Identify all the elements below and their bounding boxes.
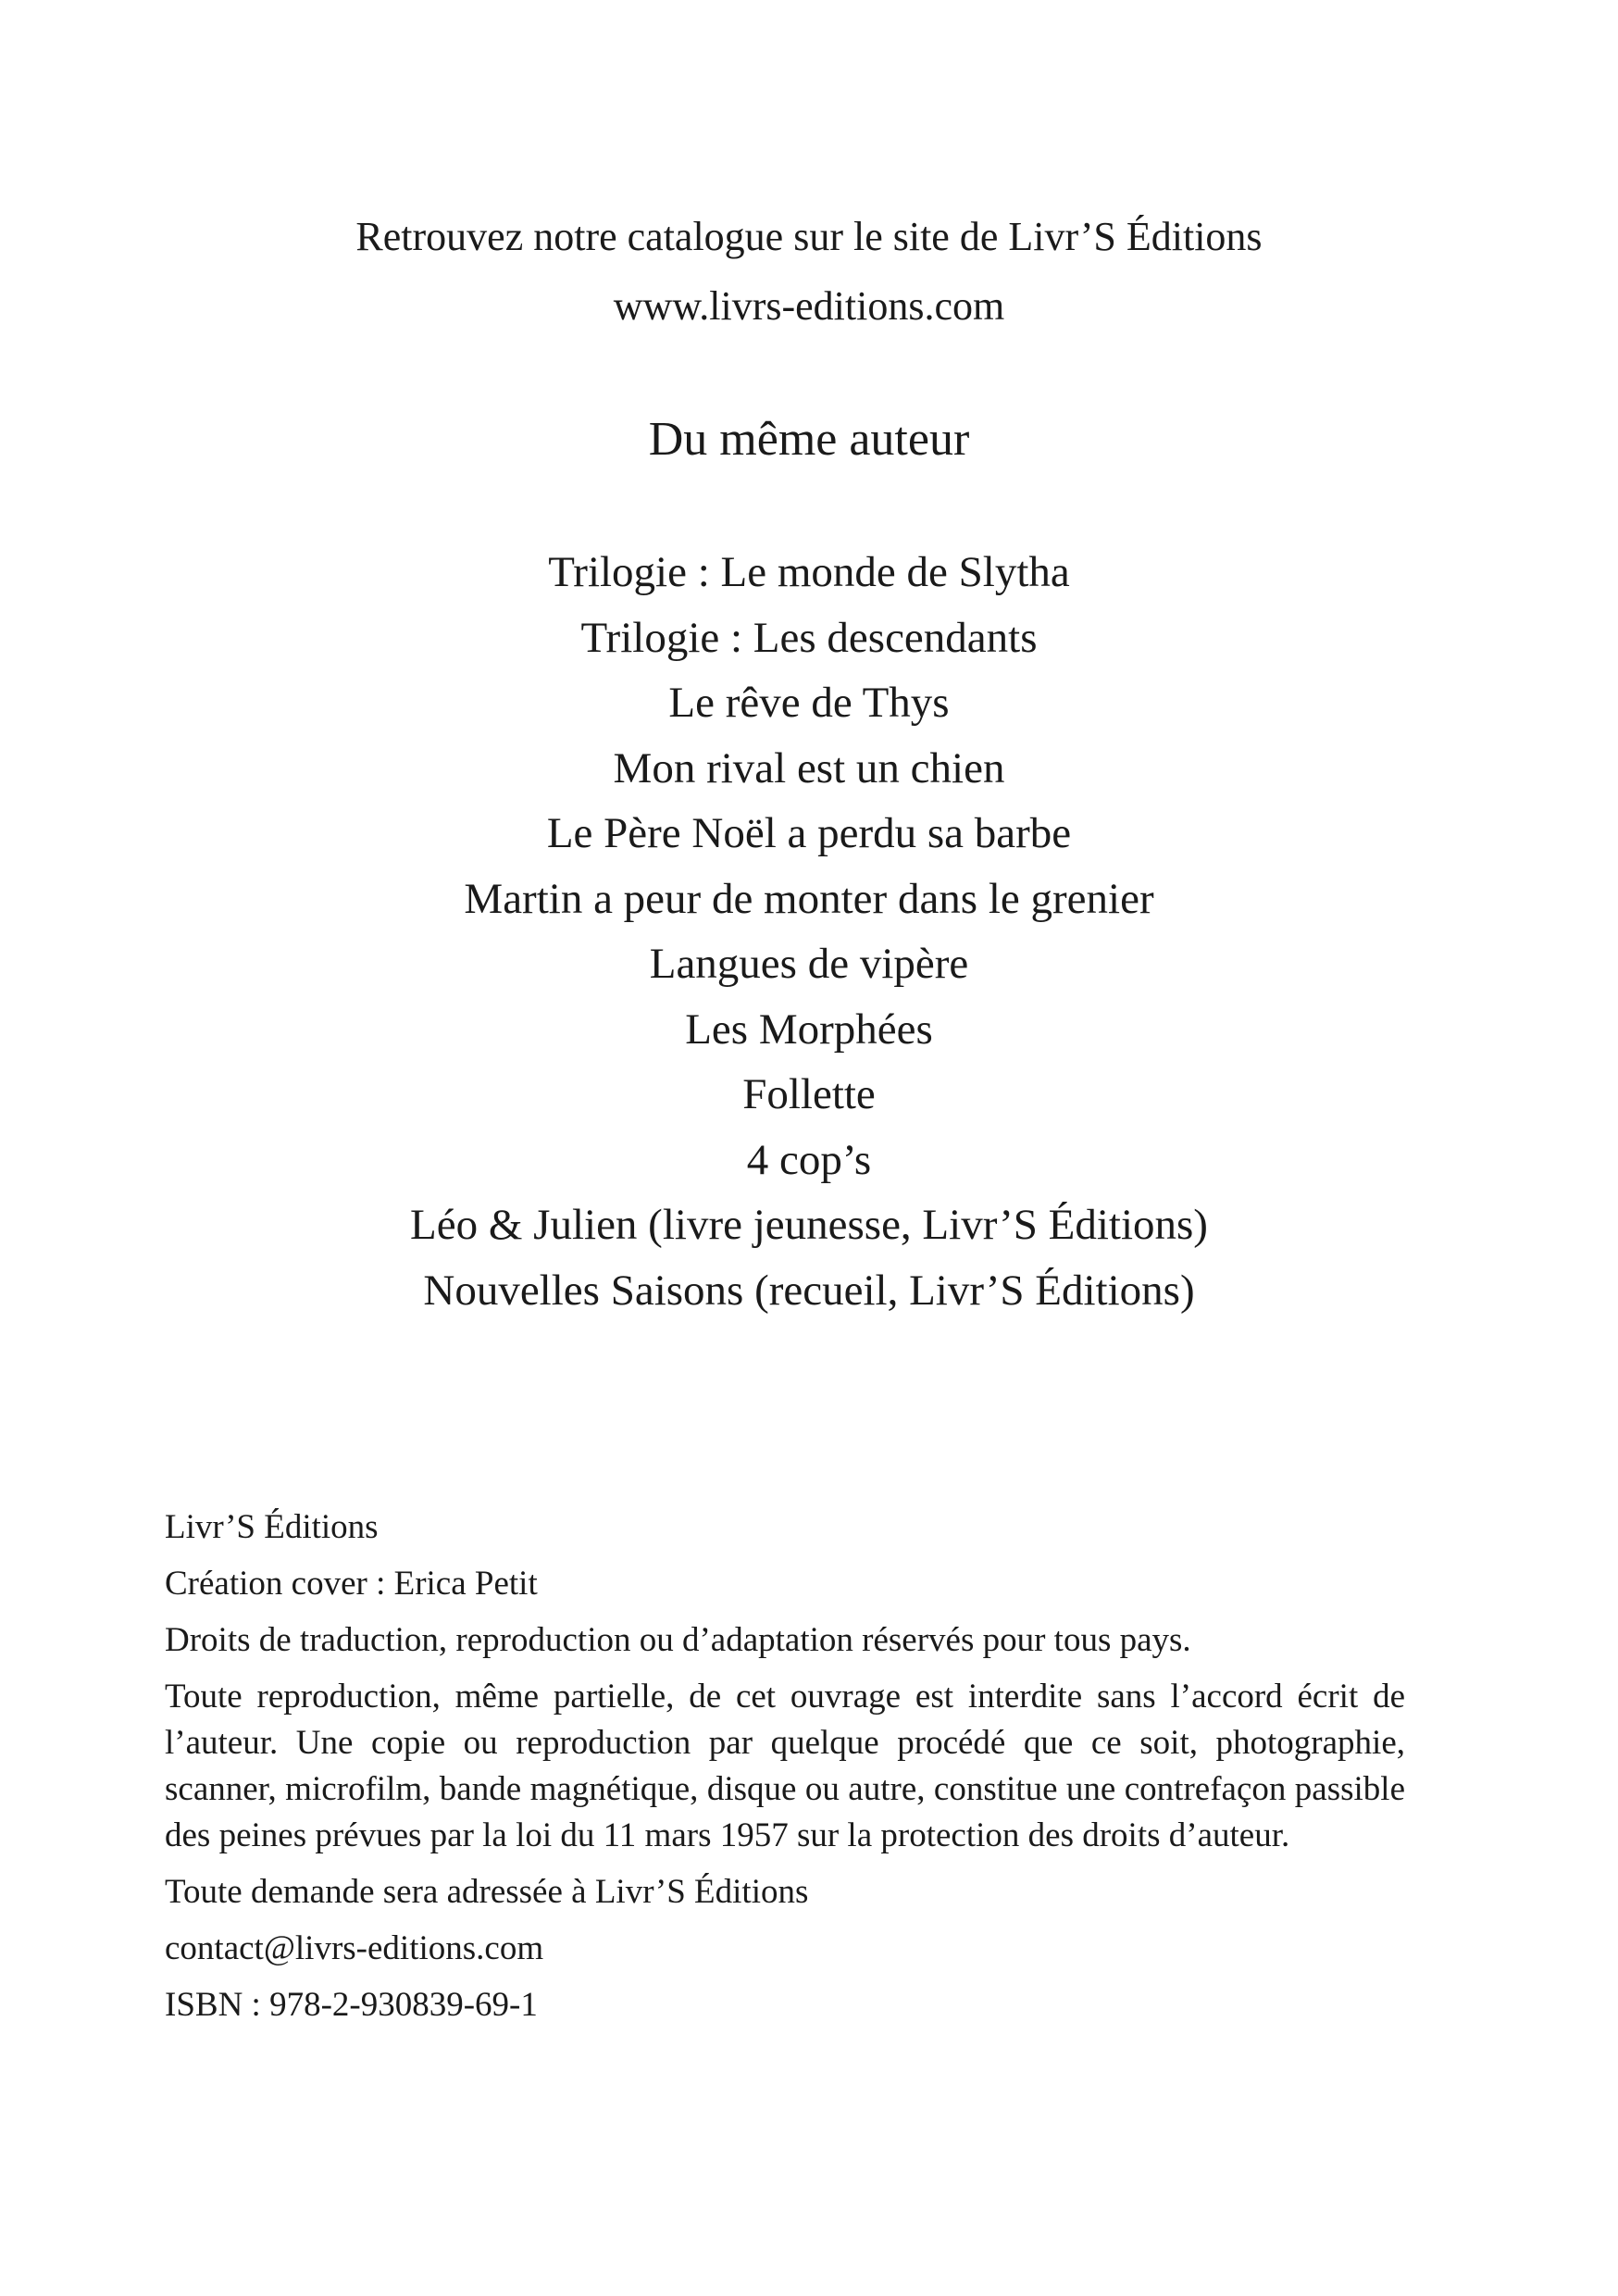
requests-statement: Toute demande sera adressée à Livr’S Éditions <box>165 1873 809 1911</box>
works-list <box>0 540 1618 1323</box>
work-item: Follette <box>742 1070 876 1118</box>
rights-statement: Droits de traduction, reproduction ou d’adaptation réservés pour tous pays. <box>165 1621 1191 1659</box>
work-item: 4 cop’s <box>746 1135 872 1184</box>
publisher-name: Livr’S Éditions <box>165 1508 379 1546</box>
work-item: Martin a peur de monter dans le grenier <box>464 874 1154 923</box>
work-item: Trilogie : Le monde de Slytha <box>548 548 1070 596</box>
work-item: Nouvelles Saisons (recueil, Livr’S Éditions) <box>423 1266 1195 1315</box>
catalogue-notice <box>0 202 1618 341</box>
work-item: Langues de vipère <box>649 940 969 988</box>
same-author-heading: Du même auteur <box>648 413 970 466</box>
work-item: Trilogie : Les descendants <box>580 613 1038 662</box>
cover-credit: Création cover : Erica Petit <box>165 1565 538 1603</box>
isbn-number: ISBN : 978-2-930839-69-1 <box>165 1986 538 2024</box>
legal-notice <box>165 1504 1405 2039</box>
catalogue-url-link[interactable]: www.livrs-editions.com <box>613 283 1005 329</box>
work-item: Le rêve de Thys <box>668 679 950 727</box>
catalogue-text: Retrouvez notre catalogue sur le site de Livr’S Éditions <box>355 214 1263 259</box>
work-item: Mon rival est un chien <box>613 743 1005 792</box>
work-item: Les Morphées <box>685 1004 933 1054</box>
contact-email-link[interactable]: contact@livrs-editions.com <box>165 1929 544 1967</box>
reproduction-notice: Toute reproduction, même partielle, de cet ouvrage est interdite sans l’accord écrit de l’auteur. Une copie ou reproduction par quelque procédé que ce soit, photographie, scanner, microfilm, bande magnétique, disque ou autre, constitue une contrefaçon passible des peines prévues par la loi du 11 mars 1957 sur la protection des droits d’auteur. <box>165 1678 1405 1854</box>
work-item: Léo & Julien (livre jeunesse, Livr’S Éditions) <box>410 1201 1208 1249</box>
work-item: Le Père Noël a perdu sa barbe <box>546 809 1072 857</box>
